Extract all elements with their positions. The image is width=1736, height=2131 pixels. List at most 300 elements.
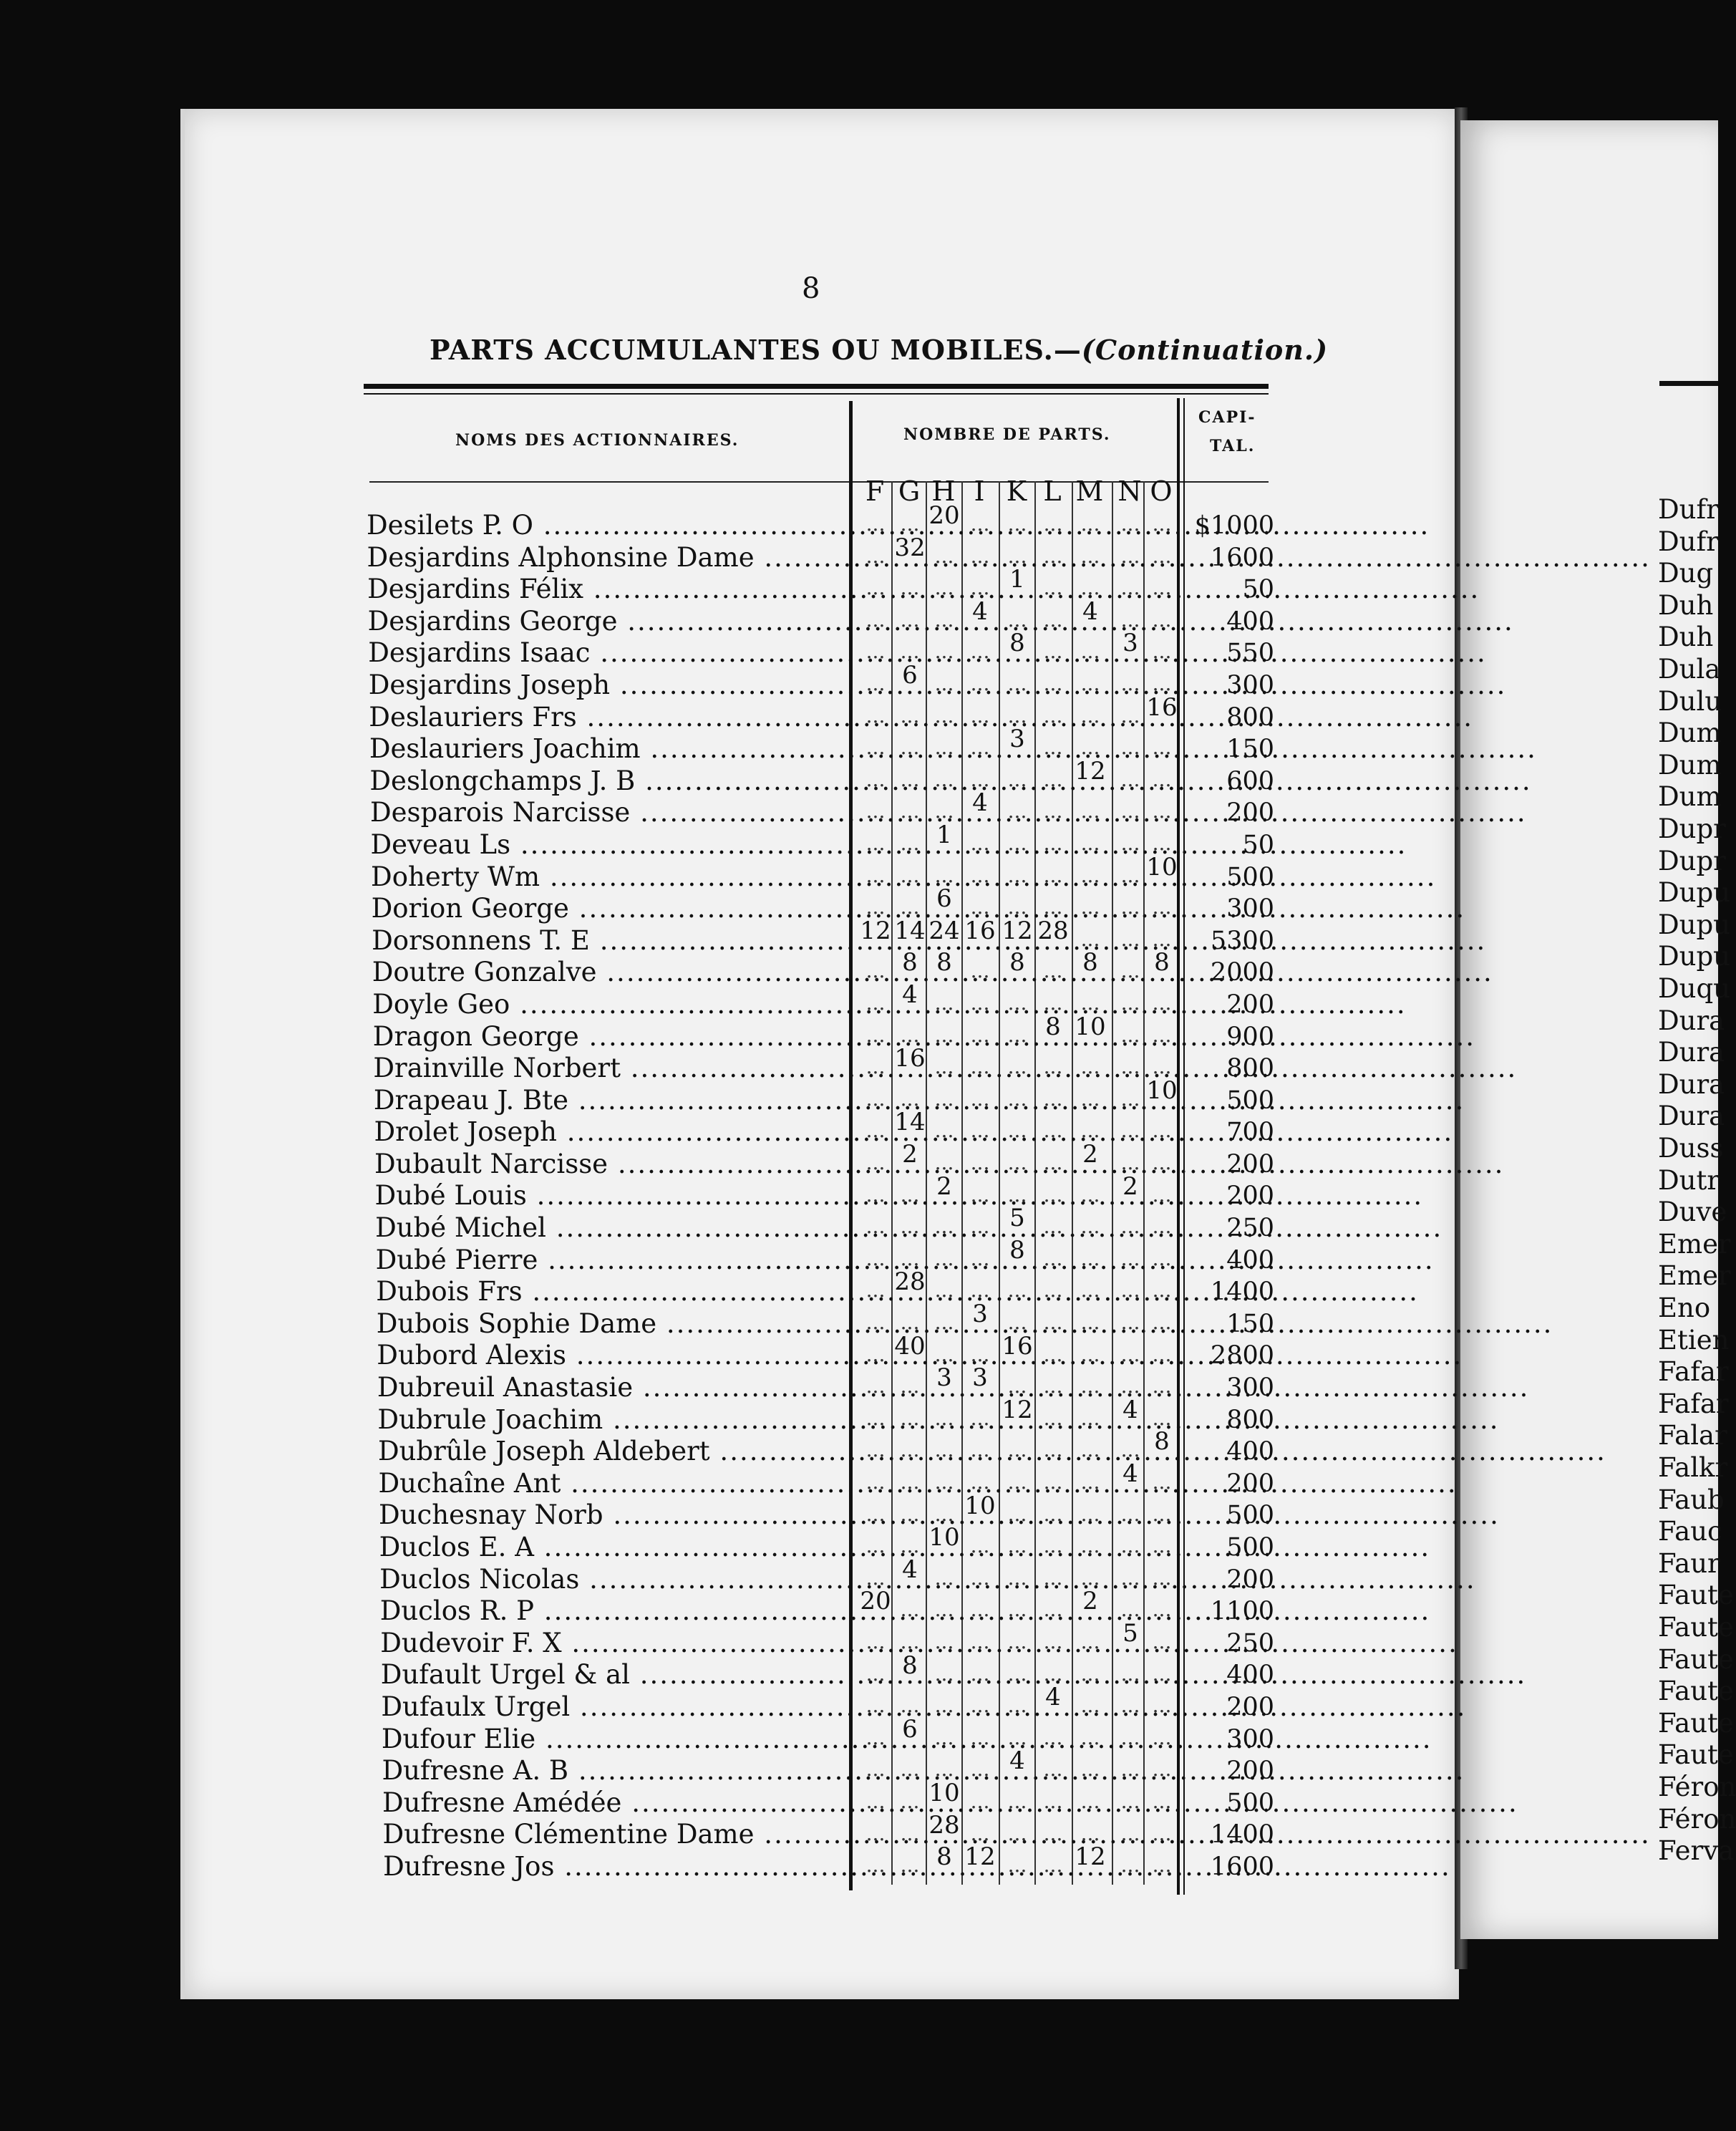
leader-dots: ...	[1007, 1374, 1027, 1398]
shareholder-name: Duclos R. P .....	[380, 1595, 896, 1627]
facing-page-name-fragment: Dupu	[1658, 909, 1731, 940]
facing-page-name-fragment: Dutr	[1658, 1164, 1720, 1196]
leader-dots: ...	[1043, 1374, 1063, 1398]
facing-page-name-fragment: Dura	[1658, 1005, 1725, 1036]
facing-page-name-fragment: Faute	[1658, 1643, 1734, 1675]
leader-dots: ...	[1120, 1693, 1140, 1718]
leader-dots: ...	[1043, 991, 1063, 1015]
capital-value: 200	[1226, 1149, 1274, 1179]
leader-dots: ...	[1043, 1278, 1063, 1303]
parts-value: 10	[928, 1779, 960, 1807]
leader-dots: ...	[1043, 1725, 1063, 1749]
parts-value: 10	[928, 1523, 960, 1552]
leader-dots: ...	[900, 512, 920, 536]
leader-dots: ...	[1120, 1342, 1140, 1366]
leader-dots: ...	[1152, 1214, 1172, 1239]
parts-value: 16	[894, 1044, 926, 1073]
parts-value: 28	[1037, 916, 1069, 945]
leader-dots: ...	[1120, 672, 1140, 695]
parts-value: 2	[1082, 1140, 1098, 1169]
leader-dots: ...	[934, 607, 954, 632]
leader-dots: ...	[865, 1853, 886, 1878]
leader-dots: ...	[1007, 1502, 1027, 1526]
shareholder-name: Duchaîne Ant .....	[379, 1468, 894, 1499]
leader-dots: ...	[934, 703, 954, 728]
parts-value: 12	[1002, 1395, 1033, 1424]
leader-dots: ...	[900, 1086, 920, 1111]
leader-dots: ...	[970, 672, 990, 695]
table-row	[367, 1276, 882, 1308]
leader-dots: ...	[1152, 1310, 1172, 1334]
leader-dots: ...	[865, 1278, 886, 1303]
facing-page-name-fragment: Dupr	[1658, 813, 1726, 844]
parts-value: 6	[936, 884, 952, 914]
leader-dots: ...	[1120, 1757, 1140, 1782]
parts-value: 8	[1009, 948, 1025, 977]
leader-dots: ...	[1120, 959, 1140, 983]
column-letter-k: K	[1006, 475, 1027, 507]
capital-value: 500	[1226, 1788, 1274, 1817]
leader-dots: ...	[1043, 1246, 1063, 1270]
leader-dots: ...	[900, 863, 920, 887]
leader-dots: ...	[970, 1151, 990, 1174]
leader-dots: ...	[970, 959, 990, 983]
shareholder-name: Dufaulx Urgel .....	[381, 1691, 896, 1723]
parts-value: 24	[928, 916, 960, 945]
leader-dots: ...	[934, 1725, 954, 1749]
facing-page-name-fragment: Fafar	[1658, 1356, 1729, 1388]
leader-dots: ...	[865, 639, 886, 664]
leader-dots: ...	[1120, 512, 1140, 536]
leader-dots: ...	[900, 1821, 920, 1845]
shareholder-name: Desjardins George .....	[368, 606, 883, 637]
facing-page-name-fragment: Fauc	[1658, 1516, 1722, 1547]
leader-dots: ...	[1043, 1565, 1063, 1590]
parts-value: 14	[894, 1108, 926, 1137]
leader-dots: ...	[934, 735, 954, 760]
leader-dots: ...	[1080, 991, 1100, 1015]
leader-dots: ...	[970, 1725, 990, 1749]
page-title	[430, 334, 1328, 366]
leader-dots: ...	[865, 895, 886, 919]
leader-dots: ...	[1080, 1406, 1100, 1430]
leader-dots: ...	[900, 1406, 920, 1430]
parts-value: 14	[894, 916, 926, 945]
leader-dots: ...	[970, 895, 990, 919]
table-row	[367, 1245, 882, 1277]
leader-dots: ...	[1043, 1342, 1063, 1366]
leader-dots: ...	[1007, 863, 1027, 887]
facing-page-name-fragment: Faute	[1658, 1580, 1734, 1611]
parts-value: 6	[902, 661, 918, 690]
leader-dots: ...	[865, 1023, 886, 1047]
leader-dots: ...	[900, 799, 920, 823]
leader-dots: ...	[1007, 1023, 1027, 1047]
leader-dots: ...	[865, 1565, 886, 1590]
facing-page-name-fragment: Faub	[1658, 1484, 1725, 1515]
leader-dots: ...	[1043, 1438, 1063, 1462]
table-row	[367, 1851, 882, 1883]
table-row	[367, 702, 882, 734]
shareholder-name: Dorion George .....	[372, 893, 887, 924]
leader-dots: ...	[934, 1565, 954, 1590]
table-row	[367, 670, 882, 702]
leader-dots: ...	[1120, 1598, 1140, 1622]
leader-dots: ...	[934, 1246, 954, 1270]
leader-dots: ...	[865, 672, 886, 695]
facing-page-name-fragment: Dupu	[1658, 941, 1731, 972]
leader-dots: ...	[934, 991, 954, 1015]
leader-dots: ...	[1043, 1182, 1063, 1207]
shareholder-name: Dragon George .....	[373, 1021, 888, 1053]
leader-dots: ...	[1152, 895, 1172, 919]
leader-dots: ...	[1120, 991, 1140, 1015]
leader-dots: ...	[1043, 703, 1063, 728]
table-row	[367, 1372, 882, 1404]
leader-dots: ...	[865, 1438, 886, 1462]
leader-dots: ...	[970, 1821, 990, 1845]
leader-dots: ...	[865, 1406, 886, 1430]
facing-page-name-fragment: Falkr	[1658, 1452, 1728, 1483]
capital-header-line2: TAL.	[1210, 437, 1256, 455]
leader-dots: ...	[934, 1023, 954, 1047]
parts-value: 3	[1122, 629, 1138, 658]
table-row	[367, 1819, 882, 1851]
capital-value: 200	[1226, 1692, 1274, 1721]
leader-dots: ...	[865, 1374, 886, 1398]
table-row	[367, 733, 882, 765]
shareholder-name: Dufresne Amédée .....	[382, 1787, 898, 1819]
leader-dots: ...	[1007, 1565, 1027, 1590]
capital-value: 5300	[1210, 926, 1274, 955]
leader-dots: ...	[1043, 512, 1063, 536]
leader-dots: ...	[865, 1086, 886, 1111]
facing-page-name-fragment: Dug	[1658, 558, 1714, 589]
facing-page-name-fragment: Dum	[1658, 781, 1722, 813]
leader-dots: ...	[1043, 1853, 1063, 1878]
parts-value: 8	[902, 948, 918, 977]
table-row	[367, 1724, 882, 1756]
capital-value: 250	[1226, 1628, 1274, 1658]
leader-dots: ...	[970, 576, 990, 600]
parts-value: 4	[1082, 596, 1098, 626]
parts-value: 8	[902, 1651, 918, 1680]
leader-dots: ...	[1120, 1310, 1140, 1334]
shareholder-name: Duclos E. A .....	[379, 1532, 895, 1563]
leader-dots: ...	[1120, 1534, 1140, 1558]
capital-value: 200	[1226, 990, 1274, 1019]
parts-value: 12	[964, 1842, 996, 1872]
leader-dots: ...	[970, 1438, 990, 1462]
leader-dots: ...	[970, 735, 990, 760]
parts-value: 40	[894, 1331, 926, 1361]
facing-page-name-fragment: Dura	[1658, 1037, 1725, 1068]
parts-value: 4	[972, 788, 988, 818]
leader-dots: ...	[1120, 1246, 1140, 1270]
capital-value: 800	[1226, 1405, 1274, 1434]
leader-dots: ...	[1080, 1278, 1100, 1303]
shareholder-name: Dubé Michel .....	[375, 1212, 891, 1244]
capital-value: 500	[1226, 1086, 1274, 1115]
parts-value: 8	[1009, 629, 1025, 658]
leader-dots: ...	[970, 703, 990, 728]
leader-dots: ...	[970, 831, 990, 855]
leader-dots: ...	[934, 863, 954, 887]
leader-dots: ...	[1152, 1693, 1172, 1718]
leader-dots: ...	[1007, 1118, 1027, 1143]
leader-dots: ...	[1120, 1438, 1140, 1462]
shareholder-name: Doyle Geo .....	[372, 989, 888, 1020]
capital-value: 300	[1226, 1724, 1274, 1754]
leader-dots: ...	[900, 703, 920, 728]
capital-value: 800	[1226, 1054, 1274, 1083]
facing-page-name-fragment: Faute	[1658, 1707, 1734, 1739]
leader-dots: ...	[970, 1278, 990, 1303]
capital-value: 150	[1226, 735, 1274, 764]
leader-dots: ...	[1043, 767, 1063, 791]
parts-value: 6	[902, 1714, 918, 1744]
parts-value: 10	[964, 1491, 996, 1520]
parts-value: 28	[928, 1810, 960, 1840]
table-row	[367, 574, 882, 606]
capital-column	[1190, 510, 1274, 1883]
shareholder-name: Dufresne Jos .....	[383, 1851, 898, 1883]
leader-dots: ...	[865, 576, 886, 600]
leader-dots: ...	[900, 639, 920, 664]
leader-dots: ...	[1080, 1789, 1100, 1813]
leader-dots: ...	[1007, 1151, 1027, 1174]
leader-dots: ...	[1080, 1630, 1100, 1653]
column-letter-i: I	[974, 475, 985, 507]
leader-dots: ...	[970, 1661, 990, 1686]
shareholder-name: Deslauriers Frs .....	[369, 702, 884, 733]
leader-dots: ...	[1120, 927, 1140, 951]
table-row	[367, 1532, 882, 1564]
parts-header: NOMBRE DE PARTS.	[903, 425, 1111, 444]
facing-page-name-fragment: Dula	[1658, 654, 1721, 685]
parts-value: 1	[936, 821, 952, 849]
parts-value: 2	[1082, 1587, 1098, 1616]
leader-dots: ...	[970, 1342, 990, 1366]
leader-dots: ...	[1007, 1630, 1027, 1653]
leader-dots: ...	[934, 799, 954, 823]
table-row	[367, 1499, 882, 1532]
leader-dots: ...	[1080, 1246, 1100, 1270]
names-header: NOMS DES ACTIONNAIRES.	[455, 431, 740, 450]
leader-dots: ...	[1152, 991, 1172, 1015]
leader-dots: ...	[1120, 1023, 1140, 1047]
capital-value: 500	[1226, 862, 1274, 891]
leader-dots: ...	[900, 895, 920, 919]
table-row	[367, 765, 882, 798]
leader-dots: ...	[1007, 831, 1027, 855]
leader-dots: ...	[970, 767, 990, 791]
leader-dots: ...	[1043, 607, 1063, 632]
leader-dots: ...	[1080, 863, 1100, 887]
leader-dots: ...	[1007, 512, 1027, 536]
table-row	[367, 957, 882, 989]
leader-dots: ...	[934, 1406, 954, 1430]
parts-value: 4	[1122, 1459, 1138, 1488]
leader-dots: ...	[1007, 895, 1027, 919]
leader-dots: ...	[1120, 799, 1140, 823]
leader-dots: ...	[865, 1214, 886, 1239]
leader-dots: ...	[1080, 1310, 1100, 1334]
shareholder-name: Desparois Narcisse .....	[370, 797, 886, 828]
leader-dots: ...	[1080, 639, 1100, 664]
leader-dots: ...	[900, 576, 920, 600]
leader-dots: ...	[900, 1470, 920, 1494]
table-row	[367, 1085, 882, 1117]
leader-dots: ...	[1043, 1630, 1063, 1653]
parts-value: 5	[1122, 1619, 1138, 1648]
parts-value: 12	[1075, 1842, 1106, 1872]
leader-dots: ...	[1152, 1055, 1172, 1079]
table-row	[367, 1755, 882, 1787]
leader-dots: ...	[934, 1438, 954, 1462]
parts-value: 1	[1009, 565, 1025, 594]
leader-dots: ...	[970, 1214, 990, 1239]
shareholder-name: Dufault Urgel & al .....	[381, 1659, 896, 1691]
column-letter-o: O	[1150, 475, 1173, 507]
shareholder-name: Deslongchamps J. B .....	[369, 765, 885, 797]
parts-value: 2	[902, 1140, 918, 1169]
capital-value: 1100	[1210, 1597, 1274, 1626]
leader-dots: ...	[970, 639, 990, 664]
leader-dots: ...	[1120, 703, 1140, 728]
parts-value: 4	[1009, 1746, 1025, 1776]
leader-dots: ...	[1120, 607, 1140, 632]
leader-dots: ...	[900, 1310, 920, 1334]
leader-dots: ...	[1043, 1598, 1063, 1622]
leader-dots: ...	[1120, 895, 1140, 919]
leader-dots: ...	[1152, 1725, 1172, 1749]
facing-page-name-fragment: Fafar	[1658, 1388, 1729, 1419]
leader-dots: ...	[1043, 895, 1063, 919]
table-row	[367, 893, 882, 925]
column-letter-n: N	[1117, 475, 1142, 507]
parts-value: 20	[860, 1587, 891, 1616]
leader-dots: ...	[1007, 767, 1027, 791]
shareholder-name: Dubé Louis .....	[375, 1180, 891, 1212]
table-row	[367, 1053, 882, 1085]
leader-dots: ...	[1080, 1470, 1100, 1494]
leader-dots: ...	[1152, 1118, 1172, 1143]
leader-dots: ...	[1080, 1055, 1100, 1079]
capital-header-line1: CAPI-	[1198, 408, 1256, 427]
leader-dots: ...	[865, 1534, 886, 1558]
leader-dots: ...	[970, 512, 990, 536]
table-row	[367, 1021, 882, 1053]
shareholder-name: Duclos Nicolas .....	[379, 1564, 895, 1595]
facing-page-name-fragment: Féron	[1658, 1803, 1736, 1835]
capital-value: 1400	[1210, 1820, 1274, 1850]
table-row	[367, 1404, 882, 1436]
shareholder-name: Deslauriers Joachim .....	[369, 733, 885, 765]
leader-dots: ...	[1080, 576, 1100, 600]
parts-value: 10	[1075, 1012, 1106, 1041]
leader-dots: ...	[1120, 1725, 1140, 1749]
leader-dots: ...	[1007, 1310, 1027, 1334]
facing-page-rule	[1659, 381, 1718, 386]
leader-dots: ...	[1043, 1151, 1063, 1174]
parts-value: 10	[1146, 852, 1178, 881]
leader-dots: ...	[1080, 543, 1100, 568]
leader-dots: ...	[1120, 1821, 1140, 1845]
capital-value: 400	[1226, 1661, 1274, 1690]
parts-value: 8	[936, 948, 952, 977]
leader-dots: ...	[1043, 735, 1063, 760]
leader-dots: ...	[934, 1502, 954, 1526]
facing-page-name-fragment: Faute	[1658, 1739, 1734, 1771]
capital-value: 1600	[1210, 1852, 1274, 1881]
leader-dots: ...	[1080, 1661, 1100, 1686]
parts-value: 32	[894, 533, 926, 562]
leader-dots: ...	[865, 607, 886, 632]
leader-dots: ...	[934, 1118, 954, 1143]
leader-dots: ...	[1152, 1182, 1172, 1207]
leader-dots: ...	[970, 1055, 990, 1079]
capital-value: 500	[1226, 1501, 1274, 1530]
parts-value: 4	[1122, 1395, 1138, 1424]
leader-dots: ...	[1152, 1598, 1172, 1622]
leader-dots: ...	[1007, 543, 1027, 568]
leader-dots: ...	[1120, 1278, 1140, 1303]
shareholder-name: Desjardins Alphonsine Dame .....	[367, 542, 883, 574]
leader-dots: ...	[1043, 959, 1063, 983]
leader-dots: ...	[900, 1374, 920, 1398]
parts-value: 5	[1009, 1204, 1025, 1233]
leader-dots: ...	[934, 1151, 954, 1174]
leader-dots: ...	[1043, 639, 1063, 664]
table-row	[367, 989, 882, 1021]
table-row	[367, 1116, 882, 1149]
leader-dots: ...	[865, 1630, 886, 1653]
leader-dots: ...	[1043, 1406, 1063, 1430]
facing-page-name-fragment: Duqu	[1658, 973, 1731, 1004]
parts-value: 4	[902, 980, 918, 1009]
leader-dots: ...	[1080, 1342, 1100, 1366]
facing-page-name-fragment: Dum	[1658, 717, 1722, 749]
table-row	[367, 925, 882, 957]
leader-dots: ...	[900, 767, 920, 791]
leader-dots: ...	[970, 543, 990, 568]
facing-page-name-fragment: Féron	[1658, 1772, 1736, 1802]
leader-dots: ...	[1080, 735, 1100, 760]
leader-dots: ...	[934, 767, 954, 791]
leader-dots: ...	[1120, 767, 1140, 791]
leader-dots: ...	[1120, 576, 1140, 600]
shareholder-name: Dubault Narcisse .....	[374, 1149, 890, 1180]
facing-page-name-fragment: Dulu	[1658, 685, 1722, 717]
parts-value: 12	[1075, 756, 1106, 786]
shareholder-name: Desjardins Joseph .....	[369, 670, 884, 701]
leader-dots: ...	[865, 1151, 886, 1174]
leader-dots: ...	[934, 543, 954, 568]
leader-dots: ...	[1080, 1438, 1100, 1462]
leader-dots: ...	[1120, 1502, 1140, 1526]
leader-dots: ...	[1152, 799, 1172, 823]
leader-dots: ...	[1152, 512, 1172, 536]
leader-dots: ...	[970, 863, 990, 887]
capital-value: 200	[1226, 1182, 1274, 1211]
leader-dots: ...	[865, 543, 886, 568]
leader-dots: ...	[1120, 1853, 1140, 1878]
shareholder-name: Desjardins Isaac .....	[368, 637, 883, 669]
leader-dots: ...	[1007, 1278, 1027, 1303]
leader-dots: ...	[1120, 1565, 1140, 1590]
leader-dots: ...	[1043, 1502, 1063, 1526]
